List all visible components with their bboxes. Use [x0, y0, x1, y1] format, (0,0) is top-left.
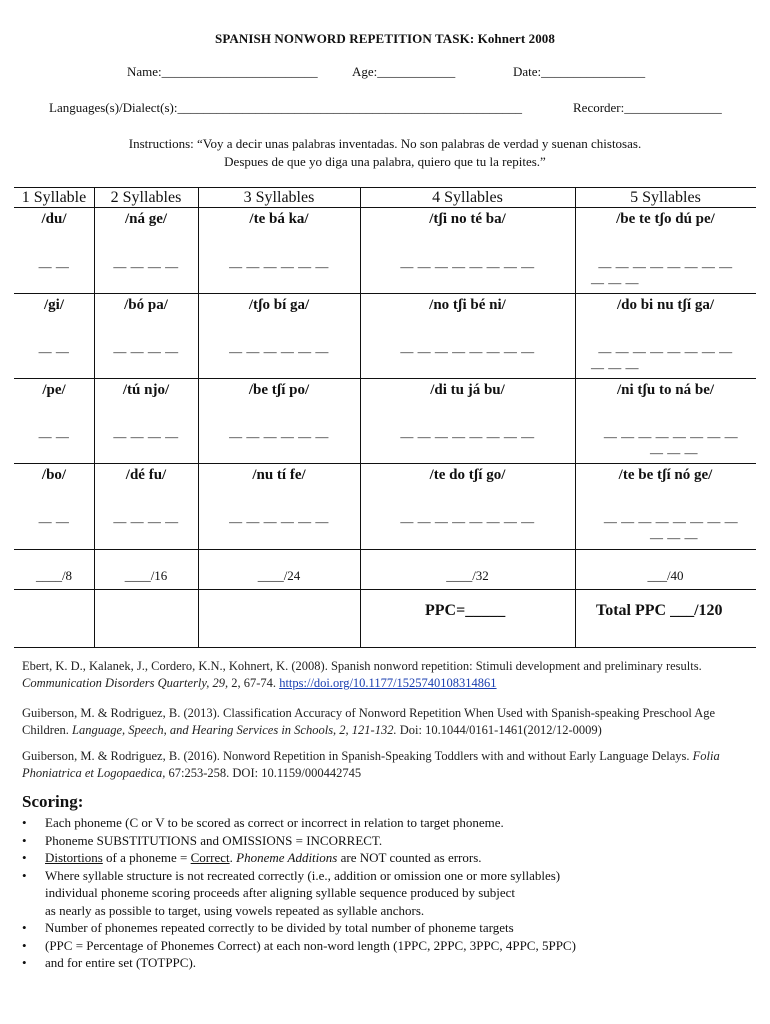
list-item-text: Distortions — [45, 850, 103, 865]
age-field[interactable]: Age:____________ — [352, 64, 456, 79]
scoring-list — [20, 814, 760, 972]
list-item-text: Phoneme Additions — [236, 850, 338, 865]
nonword-cell: /be tʃí po/ — [248, 382, 310, 398]
list-item — [20, 814, 760, 832]
response-blank[interactable]: — — — — — [113, 259, 179, 274]
list-item-text: Correct — [190, 850, 230, 865]
bullet-icon: • — [22, 920, 27, 935]
nonword-cell: /ná ge/ — [124, 211, 168, 227]
reference-doi-link[interactable]: https://doi.org/10.1177/1525740108314861 — [279, 676, 497, 690]
reference-journal: Folia Phoniatrica et Logopaedica, — [22, 749, 720, 780]
nonword-cell: /dé fu/ — [125, 467, 167, 483]
nonword-cell: /tʃi no té ba/ — [429, 211, 506, 227]
table-rule — [14, 549, 756, 550]
list-item-text: are NOT counted as errors. — [337, 850, 482, 865]
response-blank[interactable]: — — — — — — — — — [603, 429, 739, 444]
response-blank[interactable]: — — — — — — — — — [400, 429, 535, 444]
instructions-line-2: Despues de que yo diga una palabra, quiero que tu la repites.” — [224, 154, 546, 169]
nonword-cell: /te be tʃí nó ge/ — [618, 467, 713, 483]
reference-text: Guiberson, M. & Rodriguez, B. (2016). Nonword Repetition in Spanish-Speaking Toddlers with and without Early Language Delays. — [22, 749, 693, 763]
response-blank[interactable]: — — — [38, 344, 70, 359]
reference-text: 67:253-258. DOI: 10.1159/000442745 — [165, 766, 362, 780]
list-item-text: Number of phonemes repeated correctly to be divided by total number of phoneme targets — [45, 920, 514, 935]
nonword-cell: /te do tʃí go/ — [429, 467, 506, 483]
table-rule — [14, 207, 756, 208]
list-item-text: (PPC = Percentage of Phonemes Correct) at each non-word length (1PPC, 2PPC, 3PPC, 4PPC, 5PPC) — [45, 937, 576, 953]
nonword-cell: /do bi nu tʃí ga/ — [616, 297, 715, 313]
score-4-syllables[interactable]: ____/32 — [446, 568, 489, 583]
list-item — [20, 937, 760, 955]
header-2-syllables: 2 Syllables — [110, 189, 182, 206]
table-rule — [14, 463, 756, 464]
nonword-cell: /pe/ — [42, 382, 66, 398]
list-item-text: Each phoneme (C or V to be scored as correct or incorrect in relation to target phoneme. — [45, 815, 504, 830]
bullet-icon: • — [22, 815, 27, 830]
response-blank-overflow[interactable]: — — — — [650, 445, 698, 460]
header-5-syllables: 5 Syllables — [630, 189, 701, 206]
instructions — [0, 135, 770, 171]
response-blank[interactable]: — — — — — — — — — [400, 344, 535, 359]
score-2-syllables[interactable]: ____/16 — [124, 568, 168, 583]
response-blank[interactable]: — — — — — — — — — [400, 514, 535, 529]
nonword-cell: /nu tí fe/ — [252, 467, 306, 483]
nonword-cell: /ni tʃu to ná be/ — [616, 382, 715, 398]
response-blank[interactable]: — — — — — — — [229, 259, 329, 274]
reference-text: 2, 67-74. — [228, 676, 280, 690]
nonword-cell: /bo/ — [41, 467, 67, 483]
list-item — [20, 954, 760, 972]
header-1-syllable: 1 Syllable — [21, 189, 87, 206]
response-blank[interactable]: — — — — — — — — — [400, 259, 535, 274]
response-blank[interactable]: — — — — — [113, 514, 179, 529]
languages-field[interactable]: Languages(s)/Dialect(s):_____________________________________________________ — [49, 100, 523, 115]
table-rule — [14, 589, 756, 590]
date-field[interactable]: Date:________________ — [513, 64, 646, 79]
score-5-syllables[interactable]: ___/40 — [647, 568, 684, 583]
response-blank-overflow[interactable]: — — — — [591, 360, 639, 375]
bullet-icon: • — [22, 850, 27, 865]
total-ppc-field[interactable]: Total PPC ___/120 — [596, 602, 723, 619]
response-blank[interactable]: — — — [38, 259, 70, 274]
header-4-syllables: 4 Syllables — [432, 189, 503, 206]
list-item-text: individual phoneme scoring proceeds after aligning syllable sequence produced by subject — [45, 885, 516, 900]
nonword-cell: /be te tʃo dú pe/ — [616, 211, 715, 227]
scoring-heading: Scoring: — [22, 792, 84, 811]
list-item-text: Where syllable structure is not recreated correctly (i.e., addition or omission one or more syllables) — [45, 867, 561, 883]
reference-journal: Language, Speech, and Hearing Services in Schools, 2, 121-132. — [72, 723, 397, 737]
table-rule — [14, 187, 756, 188]
reference-text: Ebert, K. D., Kalanek, J., Cordero, K.N., Kohnert, K. (2008). Spanish nonword repetition: Stimuli development and preliminary results. — [22, 659, 702, 673]
response-blank[interactable]: — — — — — [113, 344, 179, 359]
list-item — [20, 919, 760, 937]
nonword-cell: /no tʃi bé ni/ — [429, 297, 506, 313]
response-blank-overflow[interactable]: — — — — [591, 275, 639, 290]
response-blank[interactable]: — — — — — — — [229, 514, 329, 529]
nonword-cell: /te bá ka/ — [249, 211, 309, 227]
nonword-cell: /bó pa/ — [124, 297, 168, 313]
page-title: SPANISH NONWORD REPETITION TASK: Kohnert 2008 — [214, 31, 555, 46]
response-blank[interactable]: — — — [38, 514, 70, 529]
header-3-syllables: 3 Syllables — [243, 189, 315, 206]
name-field[interactable]: Name:________________________ — [127, 64, 318, 79]
ppc-field[interactable]: PPC=_____ — [425, 602, 506, 619]
reference-text: Doi: 10.1044/0161-1461(2012/12-0009) — [396, 723, 602, 737]
list-item-text: Phoneme SUBSTITUTIONS and OMISSIONS = INCORRECT. — [45, 832, 383, 848]
list-item-text: of a phoneme = — [102, 850, 191, 865]
instructions-line-1: Instructions: “Voy a decir unas palabras inventadas. No son palabras de verdad y suenan chistosas. — [128, 136, 642, 151]
recorder-field[interactable]: Recorder:_______________ — [573, 100, 722, 115]
response-blank[interactable]: — — — — — — — — — [598, 259, 733, 274]
reference-1 — [22, 658, 757, 692]
response-blank[interactable]: — — — — — — — — — [603, 514, 739, 529]
table-rule — [14, 293, 756, 294]
nonword-cell: /di tu já bu/ — [430, 382, 505, 398]
list-item-text: as nearly as possible to target, using vowels repeated as syllable anchors. — [45, 902, 425, 918]
list-item — [20, 849, 760, 867]
response-blank[interactable]: — — — [38, 429, 70, 444]
list-item — [20, 867, 760, 920]
response-blank[interactable]: — — — — — — — [229, 429, 329, 444]
bullet-icon: • — [22, 955, 27, 970]
response-blank[interactable]: — — — — — [113, 429, 179, 444]
reference-3 — [22, 748, 757, 782]
nonword-cell: /gi/ — [43, 297, 64, 313]
score-3-syllables[interactable]: ____/24 — [257, 568, 301, 583]
list-item-text: and for entire set (TOTPPC). — [45, 955, 197, 970]
response-blank-overflow[interactable]: — — — — [650, 530, 698, 545]
response-blank[interactable]: — — — — — — — — — [598, 344, 733, 359]
bullet-icon: • — [22, 832, 27, 848]
table-rule — [14, 647, 756, 648]
nonword-cell: /tʃo bí ga/ — [248, 297, 310, 313]
list-item-text: . — [229, 850, 237, 865]
score-1-syllable[interactable]: ____/8 — [35, 568, 73, 583]
response-blank[interactable]: — — — — — — — [229, 344, 329, 359]
bullet-icon: • — [22, 867, 27, 883]
bullet-icon: • — [22, 937, 27, 953]
reference-text: Guiberson, M. & Rodriguez, B. (2013). Classification Accuracy of Nonword Repetition When Used with Spanish-speaking Preschool Age Children. — [22, 706, 716, 737]
nonword-cell: /du/ — [41, 211, 67, 227]
table-rule — [14, 378, 756, 379]
nonword-cell: /tú njo/ — [122, 382, 170, 398]
reference-journal: Communication Disorders Quarterly, 29, — [22, 676, 229, 690]
list-item — [20, 832, 760, 850]
reference-2 — [22, 705, 757, 739]
